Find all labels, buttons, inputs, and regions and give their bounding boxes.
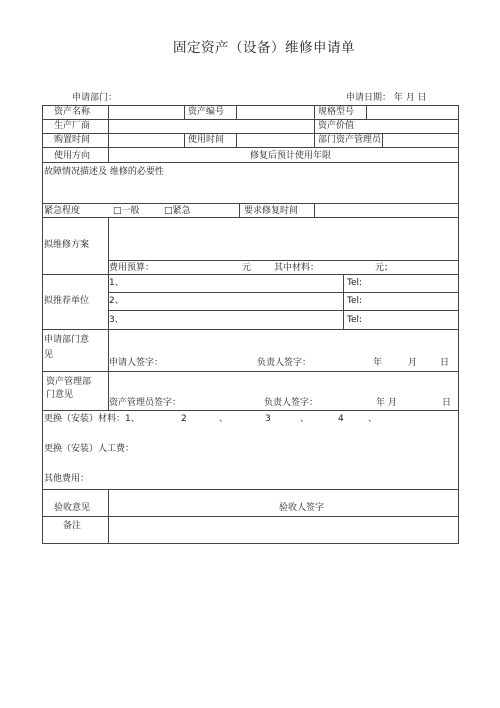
dept-leader-signature-label: 负责人签字：	[257, 358, 312, 368]
material-item-2: 2	[181, 414, 187, 424]
material-cost-label: 其中材料：	[274, 263, 320, 273]
replace-material-label: 更换（安装）材料：1、	[44, 414, 140, 424]
asset-opinion-day: 日	[442, 398, 452, 408]
use-time-label: 使用时间	[188, 135, 225, 145]
unit-2: 2、	[109, 296, 124, 306]
tel-3: Tel:	[347, 315, 363, 325]
required-time-label: 要求修复时间	[244, 206, 299, 216]
use-direction-label: 使用方向	[54, 151, 91, 161]
applicant-dept-label: 申请部门：	[72, 93, 118, 103]
asset-manager-signature-label: 资产管理员签字：	[109, 398, 182, 408]
urgency-label: 紧急程度	[44, 206, 81, 216]
recommended-unit-label: 拟推荐单位	[44, 296, 90, 306]
asset-mgmt-opinion-label-line2: 门意见	[46, 390, 74, 400]
dept-opinion-month: 月	[408, 358, 418, 368]
material-sep-2: 、	[300, 414, 310, 424]
applicant-signature-label: 申请人签字：	[109, 358, 164, 368]
material-item-3: 3	[265, 414, 271, 424]
fault-description-label: 故障情况描述及 维修的必要性	[44, 167, 164, 177]
dept-asset-manager-label: 部门资产管理员	[318, 135, 382, 145]
spec-model-label: 规格型号	[318, 107, 355, 117]
asset-opinion-year-month: 年 月	[376, 398, 397, 408]
asset-leader-signature-label: 负责人签字：	[264, 398, 319, 408]
unit-3: 3、	[109, 315, 124, 325]
remaining-life-label: 修复后预计使用年限	[250, 151, 332, 161]
labor-cost-label: 更换（安装）人工费：	[44, 444, 135, 454]
purchase-time-label: 购置时间	[54, 135, 91, 145]
acceptance-opinion-label: 验收意见	[54, 503, 91, 513]
asset-name-label: 资产名称	[54, 107, 91, 117]
material-yuan: 元；	[375, 263, 394, 273]
dept-opinion-label-line2: 见	[44, 350, 54, 360]
dept-opinion-year: 年	[373, 358, 383, 368]
application-date-label: 申请日期： 年 月 日	[346, 93, 427, 103]
budget-label: 费用预算：	[109, 263, 155, 273]
dept-opinion-day: 日	[440, 358, 450, 368]
repair-plan-label: 拟维修方案	[44, 240, 90, 250]
manufacturer-label: 生产厂商	[54, 121, 91, 131]
tel-1: Tel:	[347, 278, 363, 288]
material-item-4: 4	[338, 414, 344, 424]
form-title: 固定资产（设备）维修申请单	[173, 40, 355, 56]
asset-no-label: 资产编号	[188, 107, 225, 117]
remark-label: 备注	[63, 521, 82, 531]
acceptor-signature-label: 验收人签字	[279, 503, 325, 513]
asset-value-label: 资产价值	[318, 121, 355, 131]
urgency-normal-checkbox[interactable]: □一般	[113, 206, 140, 216]
other-cost-label: 其他费用：	[44, 474, 90, 484]
dept-opinion-label-line1: 申请部门意	[44, 335, 90, 345]
material-sep-3: 、	[368, 414, 378, 424]
tel-2: Tel:	[347, 296, 363, 306]
asset-mgmt-opinion-label-line1: 资产管理部	[46, 377, 92, 387]
unit-1: 1、	[109, 278, 124, 288]
budget-yuan: 元	[242, 263, 252, 273]
urgency-urgent-checkbox[interactable]: □紧急	[164, 206, 191, 216]
material-sep-1: 、	[219, 414, 229, 424]
